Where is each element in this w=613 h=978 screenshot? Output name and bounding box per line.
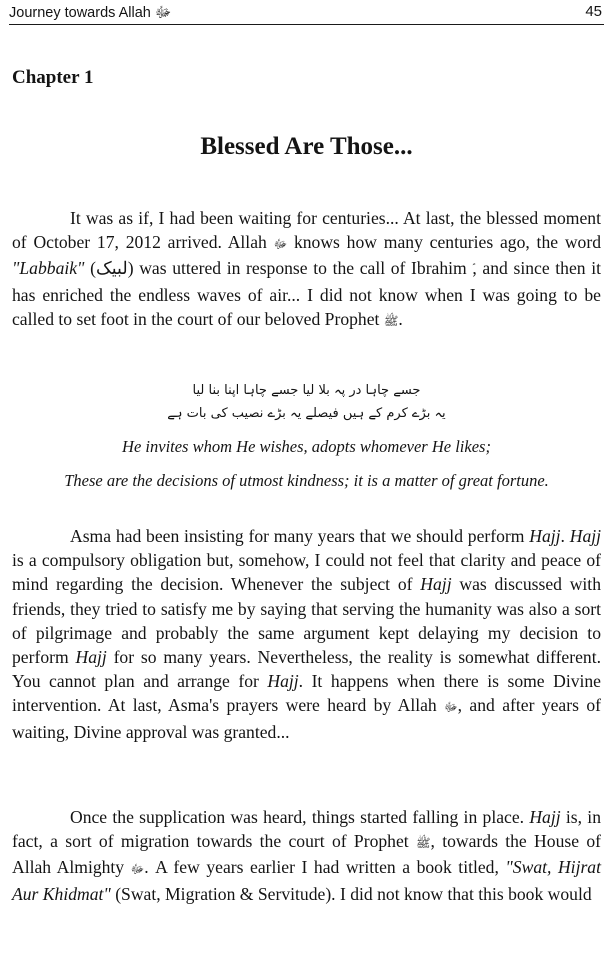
honorific-symbol: ﷺ xyxy=(416,836,431,851)
text-span: Once the supplication was heard, things started falling in place. xyxy=(70,807,530,827)
running-header xyxy=(9,0,604,25)
honorific-symbol: ﷻ xyxy=(444,700,458,715)
book-title: "Swat, Hijrat Aur Khidmat" xyxy=(12,857,601,904)
text-span: . It happens when there is some Divine intervention. At last, Asma's prayers were heard by Allah xyxy=(12,671,601,716)
text-span: is a compulsory obligation but, somehow, I could not feel that clarity and peace of mind regarding the decision. Whenever the subject of xyxy=(12,550,601,595)
text-span: . A few years earlier I had written a book titled, xyxy=(144,857,506,878)
text-span: , towards the House of Allah Almighty xyxy=(12,831,601,878)
verse-translation-line-2: These are the decisions of utmost kindness; it is a matter of great fortune. xyxy=(64,471,549,490)
text-span: (Swat, Migration & Servitude). I did not know that this book would xyxy=(110,883,592,904)
text-span: is, in fact, a sort of migration towards the court of Prophet xyxy=(12,807,601,852)
text-span: (لبیک) was uttered in response to the call of Ibrahim xyxy=(84,258,473,279)
page-number: 45 xyxy=(585,3,602,20)
paragraph-2 xyxy=(12,524,601,744)
text-span: , and after years of waiting, Divine approval was granted... xyxy=(12,695,601,742)
term-hajj: Hajj xyxy=(569,526,602,546)
urdu-couplet-line-2: یہ بڑے کرم کے ہیں فیصلے یہ بڑے نصیب کی بات ہے xyxy=(167,406,446,421)
chapter-title: Blessed Are Those... xyxy=(200,133,413,160)
paragraph-1 xyxy=(12,206,601,333)
term-hajj: Hajj xyxy=(529,807,561,827)
text-span: knows how many centuries ago, the word xyxy=(287,232,601,253)
paragraph-3 xyxy=(12,805,601,906)
term-hajj: Hajj xyxy=(529,526,561,546)
text-span: . xyxy=(398,308,403,329)
honorific-symbol: ﷺ xyxy=(383,313,399,328)
chapter-label: Chapter 1 xyxy=(12,67,94,88)
urdu-couplet-line-1: جسے چاہا در پہ بلا لیا جسے چاہا اپنا بنا لیا xyxy=(192,383,421,398)
text-span: , and since then it has enriched the endless waves of air... I did not know when I was going to be called to set foot in the court of our beloved Prophet xyxy=(12,258,601,329)
verse-translation-line-1: He invites whom He wishes, adopts whomever He likes; xyxy=(122,437,491,456)
term-hajj: Hajj xyxy=(420,574,452,595)
term-labbaik: "Labbaik" xyxy=(12,258,85,279)
text-span: for so many years. Nevertheless, the reality is somewhat different. You cannot plan and arrange for xyxy=(12,647,601,692)
text-span: It was as if, I had been waiting for centuries... At last, the blessed moment of October 17, 2012 arrived. Allah xyxy=(12,208,601,253)
term-hajj: Hajj xyxy=(75,647,107,668)
term-hajj: Hajj xyxy=(267,671,299,692)
honorific-symbol: ﷻ xyxy=(130,862,145,877)
text-span: Asma had been insisting for many years that we should perform xyxy=(70,526,530,546)
text-span: was discussed with friends, they tried to satisfy me by saying that serving the humanity was also a sort of pilgrimage and probably the same argument kept delaying my decision to perform xyxy=(12,574,601,668)
header-title: Journey towards Allah ﷻ xyxy=(9,5,172,21)
text-span: . xyxy=(560,526,570,546)
honorific-symbol: ﷻ xyxy=(273,237,288,252)
